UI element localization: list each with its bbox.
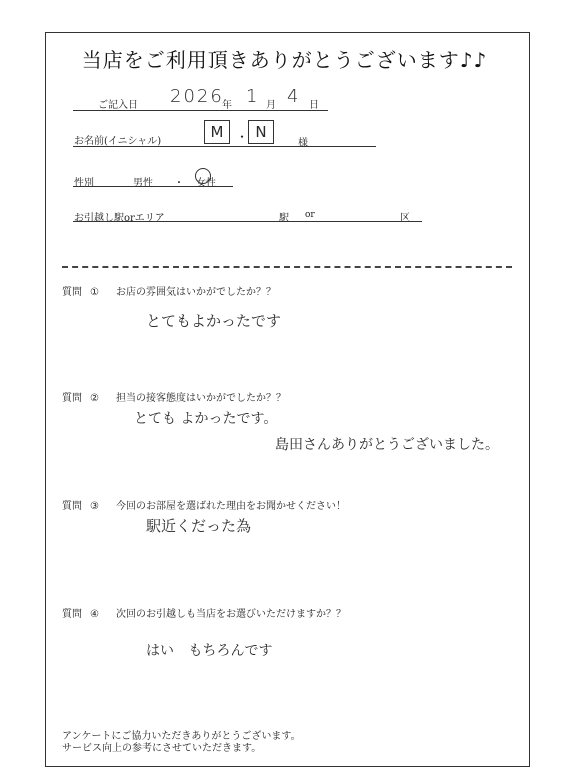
question-3-text: 今回のお部屋を選ばれた理由をお聞かせください！ — [116, 501, 346, 512]
name-label: お名前(イニシャル) — [74, 136, 162, 147]
move-underline — [73, 221, 422, 222]
question-3 — [62, 497, 346, 512]
date-month-unit: 月 — [266, 100, 276, 111]
gender-female[interactable]: 女性 — [196, 178, 216, 189]
move-station: 駅 — [279, 213, 289, 224]
gender-male[interactable]: 男性 — [133, 178, 153, 189]
question-4-prefix: 質問 — [62, 609, 82, 620]
question-3-number: ③ — [90, 501, 99, 512]
question-2-number: ② — [90, 393, 99, 404]
question-4-text: 次回のお引越しも当店をお選びいただけますか？？ — [116, 609, 346, 620]
move-ward: 区 — [400, 213, 410, 224]
date-day-unit: 日 — [309, 100, 319, 111]
question-1 — [62, 283, 276, 298]
gender-separator: ・ — [174, 178, 184, 189]
question-3-prefix: 質問 — [62, 501, 82, 512]
question-2-text: 担当の接客態度はいかがでしたか？？ — [116, 393, 286, 404]
date-year-unit: 年 — [222, 100, 232, 111]
question-4 — [62, 605, 346, 620]
move-or: or — [305, 210, 315, 220]
survey-title: 当店をご利用頂きありがとうございます♪♪ — [81, 48, 488, 72]
answer-2-line1[interactable]: とても よかったです。 — [134, 411, 278, 427]
question-1-text: お店の雰囲気はいかがでしたか？？ — [116, 287, 276, 298]
section-divider — [62, 266, 512, 268]
gender-selected-circle — [195, 168, 211, 184]
question-1-prefix: 質問 — [62, 287, 82, 298]
answer-3[interactable]: 駅近くだった為 — [146, 517, 252, 535]
answer-2-line2[interactable]: 島田さんありがとうございました。 — [275, 437, 499, 453]
footer-line-1: アンケートにご協力いただきありがとうございます。 — [62, 731, 301, 742]
question-4-number: ④ — [90, 609, 99, 620]
date-underline — [73, 110, 328, 111]
date-year[interactable]: 2026 — [170, 86, 224, 107]
date-label: ご記入日 — [98, 100, 138, 111]
question-2 — [62, 389, 286, 404]
name-suffix: 様 — [298, 138, 308, 149]
answer-4[interactable]: はい もちろんです — [146, 643, 273, 659]
date-day[interactable]: 4 — [287, 86, 299, 107]
question-1-number: ① — [90, 287, 99, 298]
gender-underline — [73, 186, 233, 187]
gender-label: 性別 — [74, 178, 94, 189]
initial-box-1[interactable]: M — [204, 120, 230, 144]
answer-1[interactable]: とてもよかったです — [146, 312, 282, 330]
date-month[interactable]: 1 — [246, 86, 258, 107]
name-underline — [73, 146, 376, 147]
footer-line-2: サービス向上の参考にさせていただきます。 — [62, 743, 262, 754]
initial-box-2[interactable]: N — [248, 120, 274, 144]
move-label: お引越し駅orエリア — [74, 213, 165, 224]
question-2-prefix: 質問 — [62, 393, 82, 404]
initial-separator: ・ — [236, 130, 249, 144]
